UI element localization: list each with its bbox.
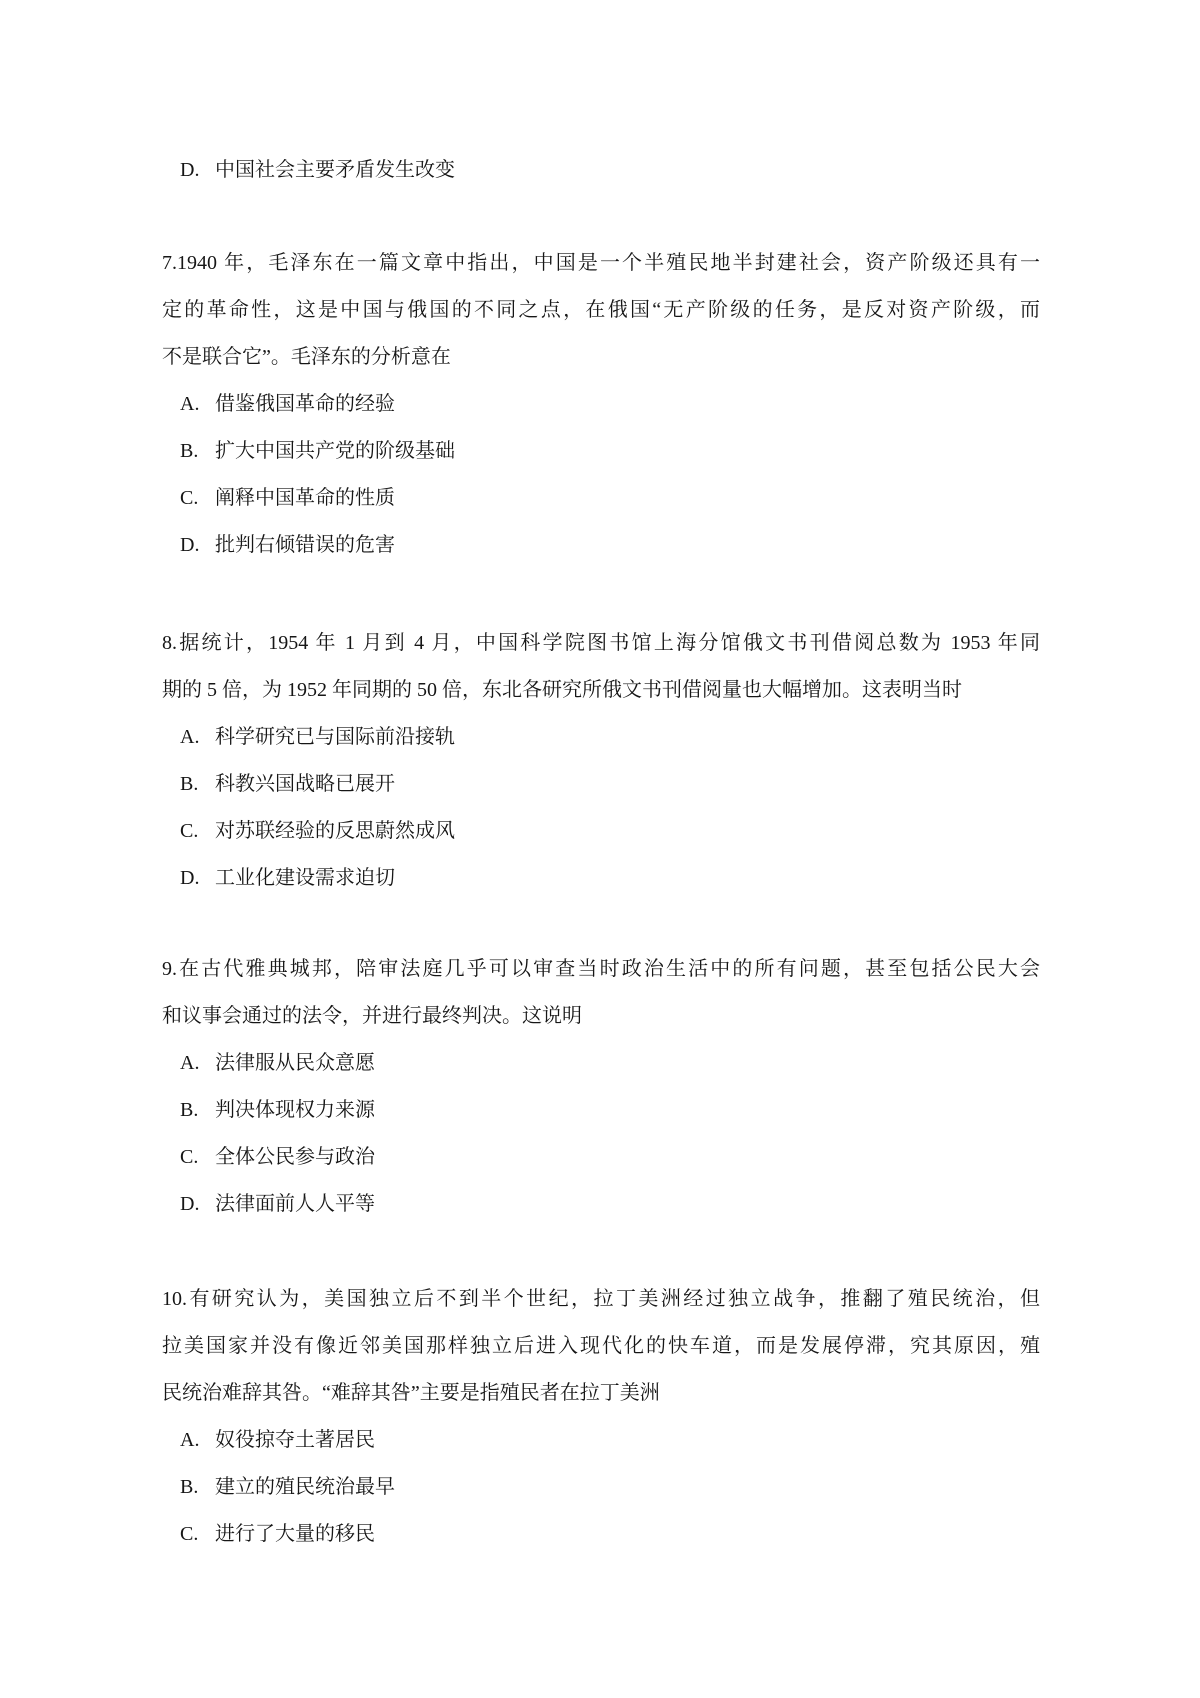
question-10-option-a [162,1417,1040,1464]
option-text: 借鉴俄国革命的经验 [215,393,395,415]
question-7-option-b [162,428,1040,475]
question-7 [162,240,1040,569]
option-text: 建立的殖民统治最早 [215,1476,395,1498]
option-label: B. [180,440,199,462]
question-9-option-b [162,1087,1040,1134]
option-label: C. [180,820,199,842]
option-label: A. [180,393,200,415]
option-text: 奴役掠夺土著居民 [215,1429,375,1451]
option-label: C. [180,487,199,509]
question-9-option-d [162,1181,1040,1228]
question-7-stem-line: 定的革命性，这是中国与俄国的不同之点，在俄国“无产阶级的任务，是反对资产阶级，而 [162,299,1040,321]
question-10-stem-line: 民统治难辞其咎。“难辞其咎”主要是指殖民者在拉丁美洲 [162,1382,660,1404]
option-text: 扩大中国共产党的阶级基础 [215,440,455,462]
question-9-option-a [162,1040,1040,1087]
question-7-option-a [162,381,1040,428]
option-label: D. [180,159,200,181]
option-label: B. [180,1099,199,1121]
exam-content [162,147,1040,1558]
option-label: B. [180,773,199,795]
option-label: D. [180,867,200,889]
question-10-stem-line: 10.有研究认为，美国独立后不到半个世纪，拉丁美洲经过独立战争，推翻了殖民统治，但 [162,1288,1040,1310]
option-label: A. [180,1052,200,1074]
question-9-stem-line: 9.在古代雅典城邦，陪审法庭几乎可以审查当时政治生活中的所有问题，甚至包括公民大会 [162,958,1040,980]
question-9-option-c [162,1134,1040,1181]
option-text: 阐释中国革命的性质 [215,487,395,509]
question-10 [162,1276,1040,1558]
option-label: C. [180,1146,199,1168]
option-text: 中国社会主要矛盾发生改变 [215,159,455,181]
question-7-stem-line: 7.1940 年，毛泽东在一篇文章中指出，中国是一个半殖民地半封建社会，资产阶级还具有一 [162,252,1040,274]
question-7-stem-line: 不是联合它”。毛泽东的分析意在 [162,346,451,368]
option-label: C. [180,1523,199,1545]
question-10-stem-line: 拉美国家并没有像近邻美国那样独立后进入现代化的快车道，而是发展停滞，究其原因，殖 [162,1335,1040,1357]
question-10-option-b [162,1464,1040,1511]
question-8-option-d [162,855,1040,902]
option-text: 法律面前人人平等 [215,1193,375,1215]
question-8 [162,620,1040,902]
option-label: A. [180,726,200,748]
question-8-stem-line: 期的 5 倍，为 1952 年同期的 50 倍，东北各研究所俄文书刊借阅量也大幅增加。这表明当时 [162,679,962,701]
option-text: 科教兴国战略已展开 [215,773,395,795]
question-8-option-c [162,808,1040,855]
question-7-option-c [162,475,1040,522]
option-text: 科学研究已与国际前沿接轨 [215,726,455,748]
option-text: 全体公民参与政治 [215,1146,375,1168]
carryover-option-d [162,147,1040,194]
option-text: 进行了大量的移民 [215,1523,375,1545]
option-label: A. [180,1429,200,1451]
question-8-option-a [162,714,1040,761]
option-text: 法律服从民众意愿 [215,1052,375,1074]
question-8-stem-line: 8.据统计，1954 年 1 月到 4 月，中国科学院图书馆上海分馆俄文书刊借阅总数为 1953 年同 [162,632,1040,654]
option-text: 判决体现权力来源 [215,1099,375,1121]
option-label: B. [180,1476,199,1498]
option-label: D. [180,534,200,556]
option-text: 对苏联经验的反思蔚然成风 [215,820,455,842]
option-text: 批判右倾错误的危害 [215,534,395,556]
question-9 [162,946,1040,1228]
question-10-option-c [162,1511,1040,1558]
option-text: 工业化建设需求迫切 [215,867,395,889]
option-label: D. [180,1193,200,1215]
question-7-option-d [162,522,1040,569]
question-8-option-b [162,761,1040,808]
question-9-stem-line: 和议事会通过的法令，并进行最终判决。这说明 [162,1005,582,1027]
